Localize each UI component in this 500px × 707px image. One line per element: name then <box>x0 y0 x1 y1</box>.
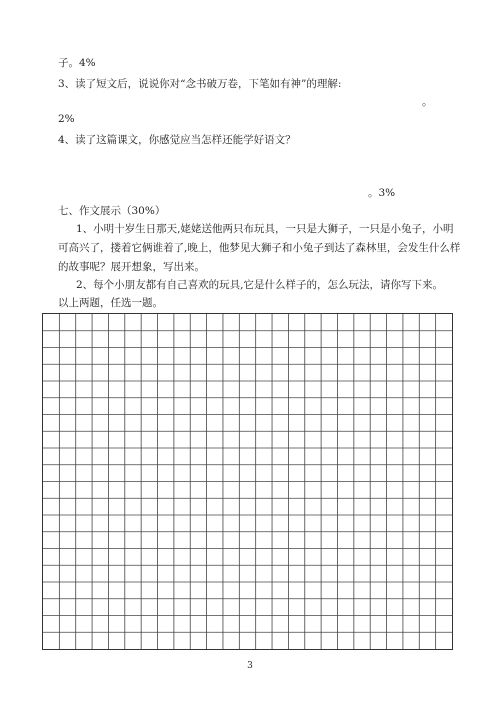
topic-2: 2、每个小朋友都有自己喜欢的玩具,它是什么样子的，怎么玩法，请你写下来。 <box>76 279 444 291</box>
section-7-title: 七、作文展示（30%） <box>58 205 166 217</box>
score-2pct: 2% <box>58 113 75 125</box>
question-4: 4、读了这篇课文，你感觉应当怎样还能学好语文？ <box>58 134 296 146</box>
score-3pct: 。3% <box>368 187 396 199</box>
topic-1-line-1: 1、小明十岁生日那天,姥姥送他两只布玩具，一只是大狮子，一只是小兔子，小明 <box>76 223 454 235</box>
page-number: 3 <box>247 661 253 671</box>
writing-grid[interactable] <box>42 313 453 650</box>
answer-line-4pct: 子。4% <box>58 57 96 69</box>
choose-one-note: 以上两题，任选一题。 <box>58 297 163 309</box>
question-3-end-mark: 。 <box>422 96 433 108</box>
topic-1-line-3: 的故事呢？展开想象，写出来。 <box>58 261 205 273</box>
topic-1-line-2: 可高兴了，搂着它俩谁着了,晚上，他梦见大狮子和小兔子到达了森林里，会发生什么样 <box>58 242 461 254</box>
question-3: 3、读了短文后，说说你对“念书破万卷，下笔如有神”的理解: <box>58 78 342 90</box>
